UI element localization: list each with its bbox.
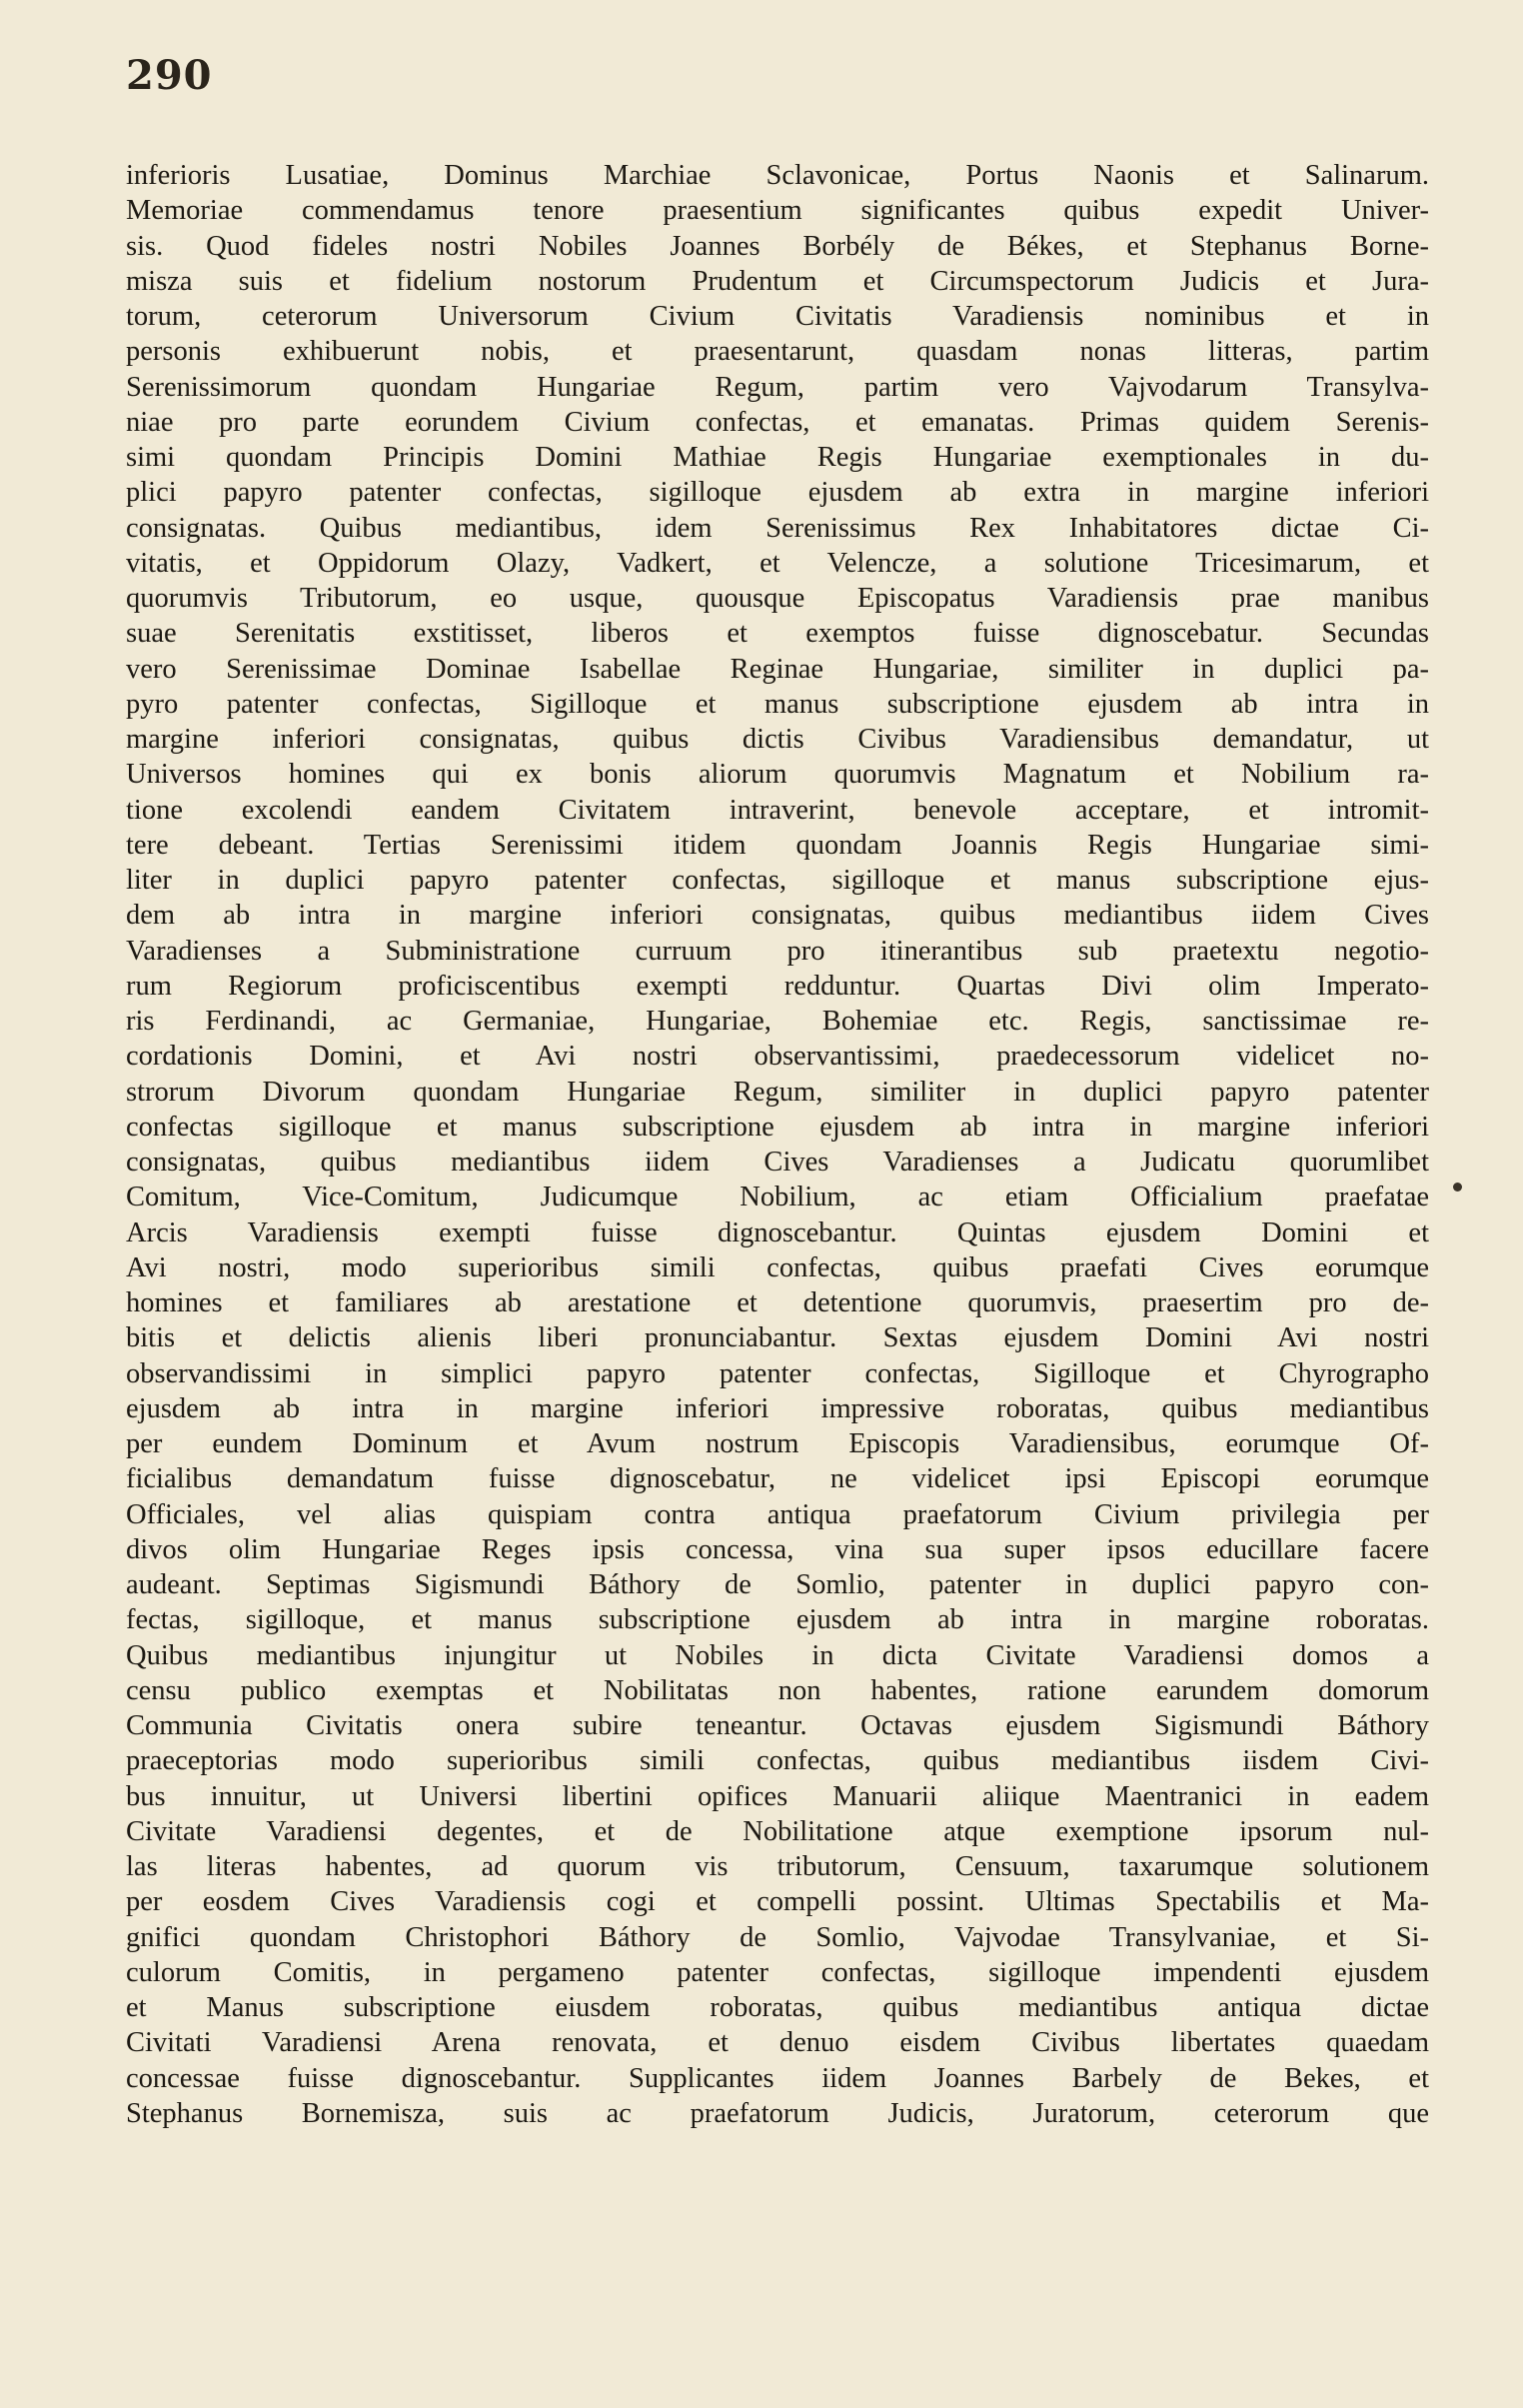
text-line: fectas, sigilloque, et manus subscriptione ejusdem ab intra in margine roboratas. <box>126 1604 1429 1636</box>
text-line: ris Ferdinandi, ac Germaniae, Hungariae, Bohemiae etc. Regis, sanctissimae re- <box>126 1006 1429 1037</box>
text-line: torum, ceterorum Universorum Civium Civitatis Varadiensis nominibus et in <box>126 301 1429 332</box>
text-line: Stephanus Bornemisza, suis ac praefatorum Judicis, Juratorum, ceterorum que <box>126 2097 1429 2129</box>
body-text <box>126 158 1429 2131</box>
text-line: Serenissimorum quondam Hungariae Regum, partim vero Vajvodarum Transylva- <box>126 371 1429 403</box>
text-line: observandissimi in simplici papyro patenter confectas, Sigilloque et Chyrographo <box>126 1357 1429 1389</box>
text-line: Civitati Varadiensi Arena renovata, et denuo eisdem Civibus libertates quaedam <box>126 2027 1429 2059</box>
text-line: Officiales, vel alias quispiam contra antiqua praefatorum Civium privilegia per <box>126 1498 1429 1530</box>
text-line: censu publico exemptas et Nobilitatas non habentes, ratione earundem domorum <box>126 1674 1429 1706</box>
text-line: Comitum, Vice-Comitum, Judicumque Nobilium, ac etiam Officialium praefatae <box>126 1182 1429 1213</box>
text-line: strorum Divorum quondam Hungariae Regum, similiter in duplici papyro patenter <box>126 1076 1429 1108</box>
text-line: Civitate Varadiensi degentes, et de Nobilitatione atque exemptione ipsorum nul- <box>126 1815 1429 1847</box>
text-line: tione excolendi eandem Civitatem intraverint, benevole acceptare, et intromit- <box>126 794 1429 826</box>
text-line: Arcis Varadiensis exempti fuisse dignoscebantur. Quintas ejusdem Domini et <box>126 1216 1429 1248</box>
text-line: concessae fuisse dignoscebantur. Supplicantes iidem Joannes Barbely de Bekes, et <box>126 2062 1429 2094</box>
text-line: inferioris Lusatiae, Dominus Marchiae Sclavonicae, Portus Naonis et Salinarum. <box>126 160 1429 191</box>
text-line: bitis et delictis alienis liberi pronunciabantur. Sextas ejusdem Domini Avi nostri <box>126 1322 1429 1354</box>
margin-ink-dot <box>1453 1183 1462 1192</box>
text-line: et Manus subscriptione eiusdem roboratas, quibus mediantibus antiqua dictae <box>126 1992 1429 2023</box>
text-line: personis exhibuerunt nobis, et praesentarunt, quasdam nonas litteras, partim <box>126 336 1429 368</box>
text-line: per eosdem Cives Varadiensis cogi et compelli possint. Ultimas Spectabilis et Ma- <box>126 1886 1429 1918</box>
text-line: Varadienses a Subministratione curruum pro itinerantibus sub praetextu negotio- <box>126 935 1429 967</box>
text-line: simi quondam Principis Domini Mathiae Regis Hungariae exemptionales in du- <box>126 442 1429 473</box>
text-line: ficialibus demandatum fuisse dignoscebatur, ne videlicet ipsi Episcopi eorumque <box>126 1463 1429 1495</box>
text-line: ejusdem ab intra in margine inferiori impressive roboratas, quibus mediantibus <box>126 1392 1429 1424</box>
text-line: niae pro parte eorundem Civium confectas, et emanatas. Primas quidem Serenis- <box>126 406 1429 438</box>
text-line: suae Serenitatis exstitisset, liberos et exemptos fuisse dignoscebatur. Secundas <box>126 618 1429 650</box>
text-line: liter in duplici papyro patenter confectas, sigilloque et manus subscriptione ejus- <box>126 865 1429 896</box>
text-line: consignatas, quibus mediantibus iidem Cives Varadienses a Judicatu quorumlibet <box>126 1147 1429 1178</box>
text-line: rum Regiorum proficiscentibus exempti redduntur. Quartas Divi olim Imperato- <box>126 970 1429 1002</box>
text-line: dem ab intra in margine inferiori consignatas, quibus mediantibus iidem Cives <box>126 900 1429 932</box>
text-line: bus innuitur, ut Universi libertini opifices Manuarii aliique Maentranici in eadem <box>126 1780 1429 1812</box>
text-line: vero Serenissimae Dominae Isabellae Reginae Hungariae, similiter in duplici pa- <box>126 653 1429 685</box>
text-line: per eundem Dominum et Avum nostrum Episcopis Varadiensibus, eorumque Of- <box>126 1428 1429 1459</box>
text-line: culorum Comitis, in pergameno patenter confectas, sigilloque impendenti ejusdem <box>126 1956 1429 1988</box>
text-line: tere debeant. Tertias Serenissimi itidem quondam Joannis Regis Hungariae simi- <box>126 829 1429 861</box>
text-line: vitatis, et Oppidorum Olazy, Vadkert, et Velencze, a solutione Tricesimarum, et <box>126 547 1429 579</box>
text-line: misza suis et fidelium nostorum Prudentum et Circumspectorum Judicis et Jura- <box>126 265 1429 297</box>
text-line: confectas sigilloque et manus subscriptione ejusdem ab intra in margine inferiori <box>126 1111 1429 1143</box>
page-number: 290 <box>126 52 213 99</box>
text-line: consignatas. Quibus mediantibus, idem Serenissimus Rex Inhabitatores dictae Ci- <box>126 512 1429 544</box>
text-line: divos olim Hungariae Reges ipsis concessa, vina sua super ipsos educillare facere <box>126 1533 1429 1565</box>
text-line: praeceptorias modo superioribus simili confectas, quibus mediantibus iisdem Civi- <box>126 1745 1429 1777</box>
text-line: pyro patenter confectas, Sigilloque et manus subscriptione ejusdem ab intra in <box>126 688 1429 720</box>
text-line: Avi nostri, modo superioribus simili confectas, quibus praefati Cives eorumque <box>126 1251 1429 1283</box>
text-line: quorumvis Tributorum, eo usque, quousque Episcopatus Varadiensis prae manibus <box>126 583 1429 614</box>
text-line: homines et familiares ab arestatione et detentione quorumvis, praesertim pro de- <box>126 1287 1429 1318</box>
text-line: plici papyro patenter confectas, sigilloque ejusdem ab extra in margine inferiori <box>126 477 1429 509</box>
text-line: cordationis Domini, et Avi nostri observantissimi, praedecessorum videlicet no- <box>126 1041 1429 1073</box>
text-line: Quibus mediantibus injungitur ut Nobiles in dicta Civitate Varadiensi domos a <box>126 1639 1429 1671</box>
text-line: Memoriae commendamus tenore praesentium significantes quibus expedit Univer- <box>126 195 1429 227</box>
text-line: margine inferiori consignatas, quibus dictis Civibus Varadiensibus demandatur, ut <box>126 724 1429 755</box>
text-line: sis. Quod fideles nostri Nobiles Joannes Borbély de Békes, et Stephanus Borne- <box>126 230 1429 262</box>
text-line: Communia Civitatis onera subire teneantur. Octavas ejusdem Sigismundi Báthory <box>126 1710 1429 1741</box>
text-line: las literas habentes, ad quorum vis tributorum, Censuum, taxarumque solutionem <box>126 1851 1429 1882</box>
text-line: gnifici quondam Christophori Báthory de Somlio, Vajvodae Transylvaniae, et Si- <box>126 1921 1429 1953</box>
text-line: Universos homines qui ex bonis aliorum quorumvis Magnatum et Nobilium ra- <box>126 759 1429 791</box>
text-line: audeant. Septimas Sigismundi Báthory de Somlio, patenter in duplici papyro con- <box>126 1569 1429 1600</box>
